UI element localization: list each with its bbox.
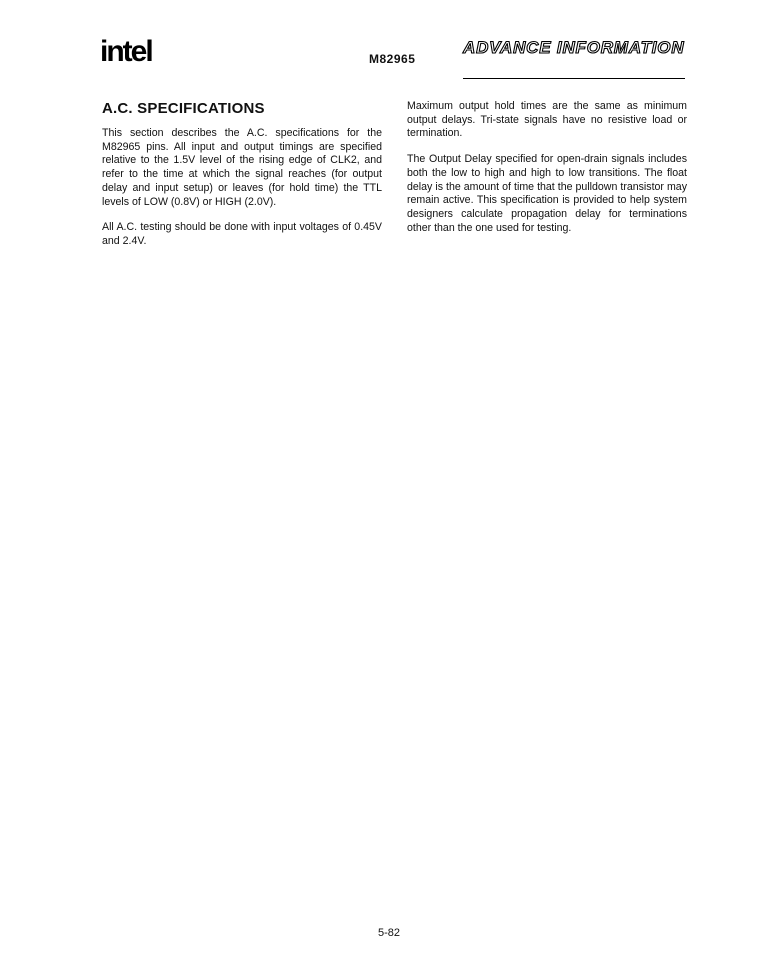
advance-information-banner: ADVANCE INFORMATION bbox=[463, 38, 685, 57]
logo-text: intel bbox=[100, 35, 152, 68]
intel-logo bbox=[100, 34, 164, 70]
header-rule bbox=[463, 78, 685, 79]
page-number: 5-82 bbox=[378, 927, 401, 939]
paragraph-output-delay: The Output Delay specified for open-drain signals includes both the low to high and high to low transitions. The float delay is the amount of time that the pulldown transistor may remain active. This specification is provided to help system designers calculate propagation delay for terminations other than the one used for testing. bbox=[407, 153, 687, 234]
right-column bbox=[407, 100, 687, 247]
part-number: M82965 bbox=[369, 52, 416, 66]
left-column bbox=[102, 100, 382, 261]
paragraph-ac-timing: This section describes the A.C. specifications for the M82965 pins. All input and output timings are specified relative to the 1.5V level of the rising edge of CLK2, and refer to the time at which the signal reaches (for output delay and input setup) or leaves (for hold time) the TTL levels of LOW (0.8V) or HIGH (2.0V). bbox=[102, 127, 382, 208]
section-title: A.C. SPECIFICATIONS bbox=[102, 100, 265, 117]
paragraph-output-hold: Maximum output hold times are the same as minimum output delays. Tri-state signals have no resistive load or termination. bbox=[407, 100, 687, 140]
paragraph-ac-testing: All A.C. testing should be done with input voltages of 0.45V and 2.4V. bbox=[102, 221, 382, 247]
